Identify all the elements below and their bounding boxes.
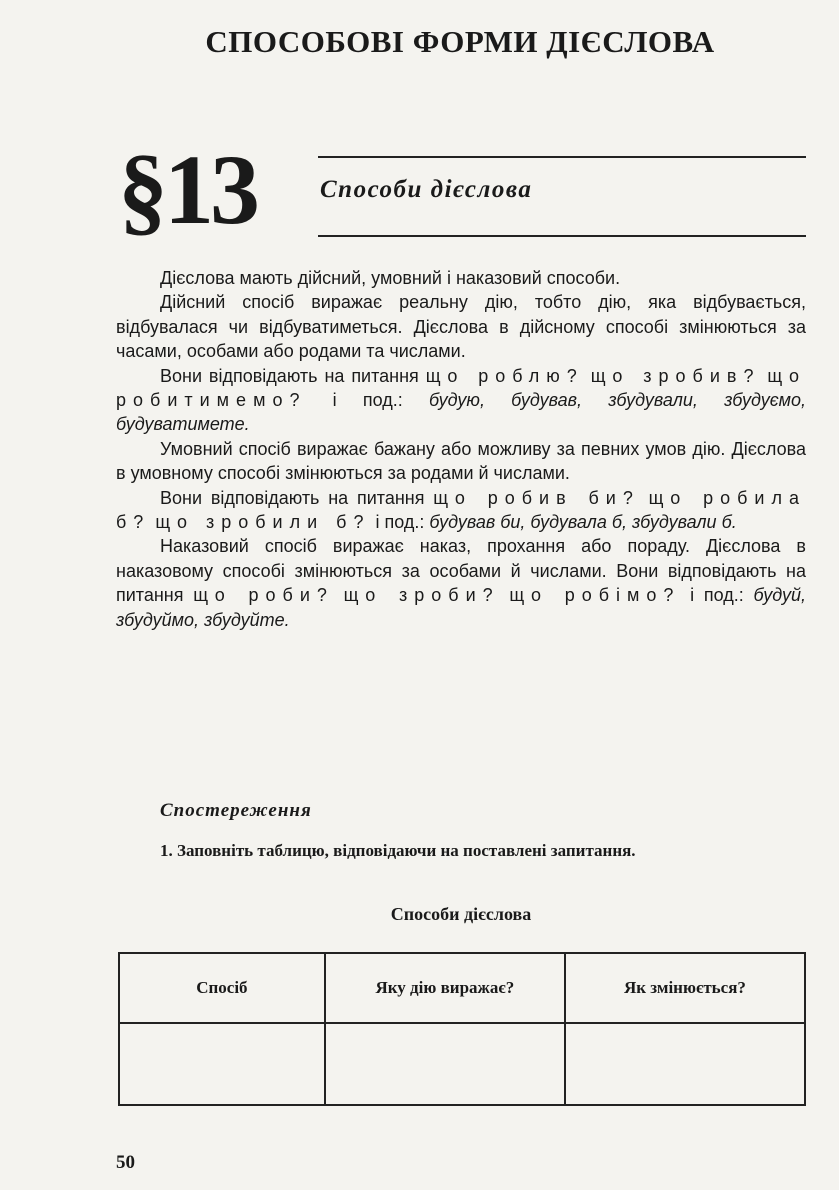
column-header-inflection: Як змінюється? xyxy=(565,953,805,1023)
table-caption: Способи дієслова xyxy=(390,904,532,924)
question: що роблю? xyxy=(425,365,584,386)
table-cell-empty xyxy=(565,1023,805,1105)
column-header-mood: Спосіб xyxy=(119,953,325,1023)
examples: будую, будував, збудували, збудуємо, будуватимете. xyxy=(116,390,806,435)
question: що робитимемо? xyxy=(116,365,807,411)
question: що зробив? xyxy=(590,365,761,386)
examples: будуй, збудуймо, збудуйте. xyxy=(116,585,806,630)
section-rule-bottom xyxy=(318,235,806,237)
section-body xyxy=(116,266,806,632)
chapter-title: СПОСОБОВІ ФОРМИ ДІЄСЛОВА xyxy=(205,24,715,59)
verb-mood-table xyxy=(118,952,806,1106)
paragraph-intro: Дієслова мають дійсний, умовний і наказовий способи. xyxy=(160,268,621,288)
paragraph-imperative: Наказовий спосіб виражає наказ, прохання або пораду. Дієслова в наказовому способі змінюються за особами й числами. Вони відповідають на питання що роби? що зроби? що робімо? і под.: будуй, збудуймо, збудуйте. xyxy=(116,536,806,630)
question: що робила б? xyxy=(116,487,806,533)
task-text: 1. Заповніть таблицю, відповідаючи на поставлені запитання. xyxy=(160,841,636,860)
question: що роби? xyxy=(193,585,334,606)
question: що робив би? xyxy=(433,487,640,508)
question: що зробили б? xyxy=(155,512,371,533)
section-title: Способи дієслова xyxy=(320,176,533,203)
paragraph-conditional: Умовний спосіб виражає бажану або можливу за певних умов дію. Дієслова в умовному способі змінюються за родами й числами. xyxy=(116,438,806,484)
question: що зроби? xyxy=(343,585,500,606)
paragraph-indicative: Дійсний спосіб виражає реальну дію, тобто дію, яка відбувається, відбувалася чи відбуватиметься. Дієслова в дійсному способі змінюються за часами, особами або родами та числами. xyxy=(116,292,806,362)
column-header-meaning: Яку дію виражає? xyxy=(325,953,565,1023)
examples: будував би, будувала б, збудували б. xyxy=(429,512,737,533)
table-cell-empty xyxy=(119,1023,325,1105)
observation-heading: Спостереження xyxy=(160,800,312,821)
question: що робімо? xyxy=(509,585,681,606)
table-header-row xyxy=(119,953,805,1023)
section-rule-top xyxy=(318,156,806,158)
section-number: §13 xyxy=(118,134,256,245)
table-cell-empty xyxy=(325,1023,565,1105)
paragraph-indicative-questions: Вони відповідають на питання що роблю? що зробив? що робитимемо? і под.: будую, будував, збудували, збудуємо, будуватимете. xyxy=(116,365,807,435)
table-row xyxy=(119,1023,805,1105)
page-number: 50 xyxy=(116,1152,135,1173)
paragraph-conditional-questions: Вони відповідають на питання що робив би? що робила б? що зробили б? і под.: будував би, будувала б, збудували б. xyxy=(116,487,806,533)
